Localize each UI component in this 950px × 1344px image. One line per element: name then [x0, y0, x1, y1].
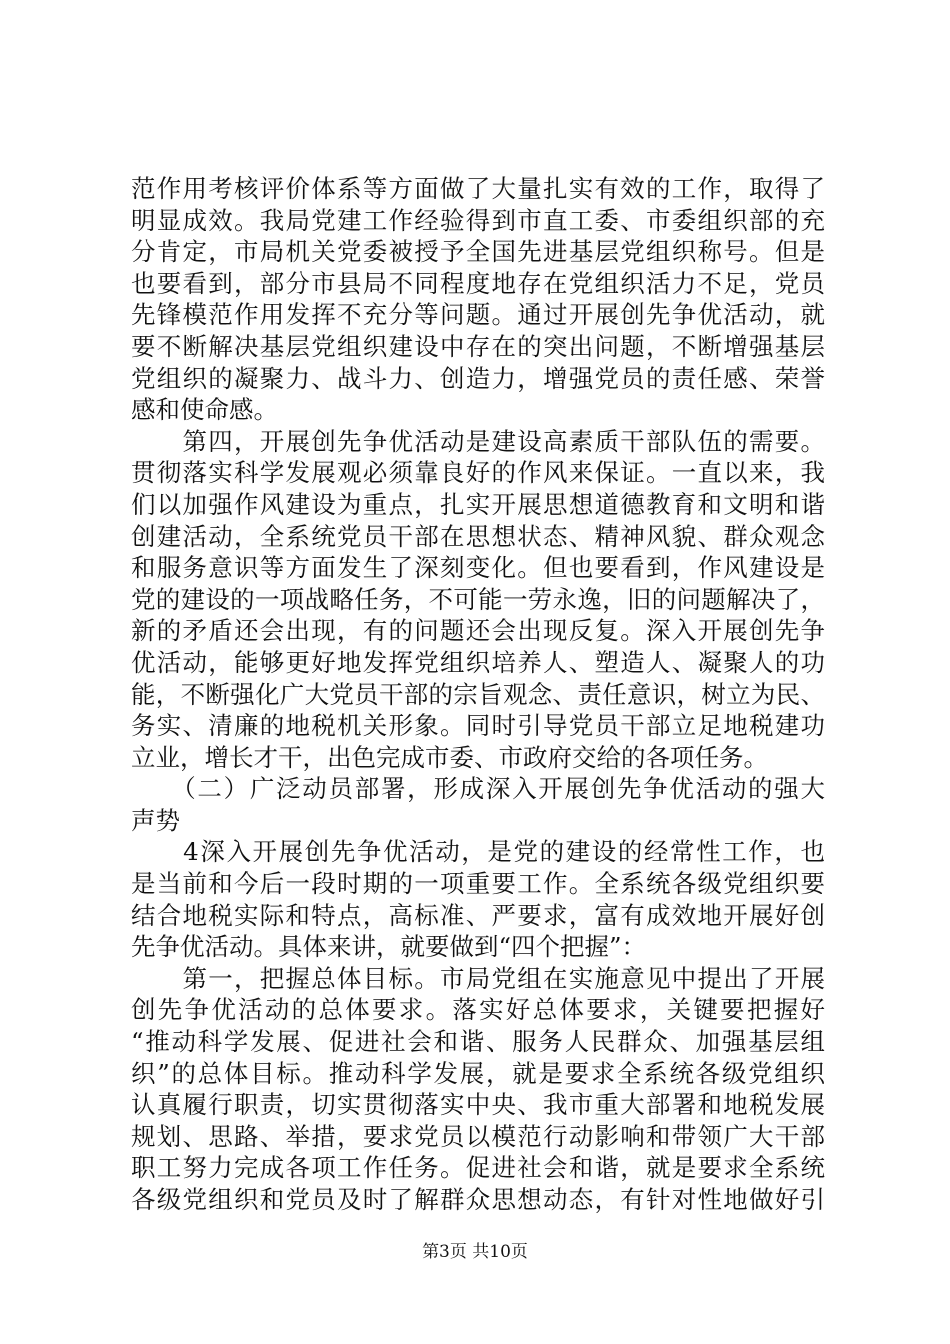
text-line: 织”的总体目标。推动科学发展，就是要求全系统各级党组织: [131, 1058, 825, 1088]
text-line: 第四，开展创先争优活动是建设高素质干部队伍的需要。: [131, 426, 825, 456]
text-line: 优活动，能够更好地发挥党组织培养人、塑造人、凝聚人的功: [131, 647, 825, 677]
text-line: 是当前和今后一段时期的一项重要工作。全系统各级党组织要: [131, 869, 825, 899]
text-line: 先争优活动。具体来讲，就要做到“四个把握”：: [131, 932, 647, 962]
text-line: 范作用考核评价体系等方面做了大量扎实有效的工作，取得了: [131, 174, 825, 203]
text-line: 党组织的凝聚力、战斗力、创造力，增强党员的责任感、荣誉: [131, 363, 825, 393]
text-line: 也要看到，部分市县局不同程度地存在党组织活力不足，党员: [131, 268, 825, 298]
text-line: 和服务意识等方面发生了深刻变化。但也要看到，作风建设是: [131, 553, 825, 583]
text-line: 分肯定，市局机关党委被授予全国先进基层党组织称号。但是: [131, 237, 825, 267]
text-line: 4深入开展创先争优活动，是党的建设的经常性工作，也: [131, 837, 825, 867]
text-line: 贯彻落实科学发展观必须靠良好的作风来保证。一直以来，我: [131, 458, 825, 488]
text-line: 要不断解决基层党组织建设中存在的突出问题，不断增强基层: [131, 331, 825, 361]
text-line: 先锋模范作用发挥不充分等问题。通过开展创先争优活动，就: [131, 300, 825, 330]
text-line: 创先争优活动的总体要求。落实好总体要求，关键要把握好: [131, 995, 825, 1025]
text-line: 职工努力完成各项工作任务。促进社会和谐，就是要求全系统: [131, 1153, 825, 1183]
text-line: 各级党组织和党员及时了解群众思想动态，有针对性地做好引: [131, 1185, 825, 1214]
page-number-footer: 第3页 共10页: [422, 1242, 528, 1262]
text-line: 务实、清廉的地税机关形象。同时引导党员干部立足地税建功: [131, 711, 825, 741]
text-line: 创建活动，全系统党员干部在思想状态、精神风貌、群众观念: [131, 521, 825, 551]
text-line: 们以加强作风建设为重点，扎实开展思想道德教育和文明和谐: [131, 489, 825, 519]
section-heading-line: （二）广泛动员部署，形成深入开展创先争优活动的强大: [131, 774, 825, 804]
text-line: 第一，把握总体目标。市局党组在实施意见中提出了开展: [131, 963, 825, 993]
text-line: 新的矛盾还会出现，有的问题还会出现反复。深入开展创先争: [131, 616, 825, 646]
text-line: 党的建设的一项战略任务，不可能一劳永逸，旧的问题解决了，: [131, 584, 825, 614]
text-line: 认真履行职责，切实贯彻落实中央、我市重大部署和地税发展: [131, 1090, 825, 1120]
text-line: 能，不断强化广大党员干部的宗旨观念、责任意识，树立为民、: [131, 679, 825, 709]
text-line: 结合地税实际和特点，高标准、严要求，富有成效地开展好创: [131, 900, 825, 930]
text-line: 立业，增长才干，出色完成市委、市政府交给的各项任务。: [131, 742, 768, 772]
text-line: “推动科学发展、促进社会和谐、服务人民群众、加强基层组: [131, 1027, 825, 1057]
text-line: 感和使命感。: [131, 395, 278, 425]
text-line: 规划、思路、举措，要求党员以模范行动影响和带领广大干部: [131, 1121, 825, 1151]
text-line: 明显成效。我局党建工作经验得到市直工委、市委组织部的充: [131, 205, 825, 235]
document-body: [131, 173, 825, 1216]
section-heading-line: 声势: [131, 805, 180, 835]
